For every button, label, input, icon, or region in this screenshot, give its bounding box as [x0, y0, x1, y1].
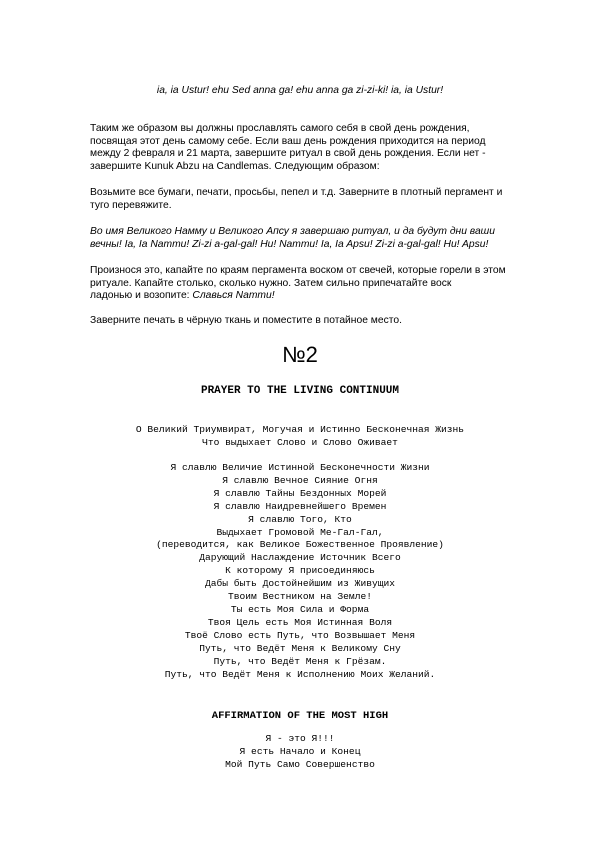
verse-line: Я - это Я!!! [265, 733, 335, 744]
verse-line: Мой Путь Само Совершенство [225, 758, 375, 770]
paragraph-line [90, 290, 520, 303]
verse-line: Выдыхает Громовой Ме-Гал-Гал, [216, 526, 384, 538]
affirmation-stanza [0, 733, 600, 772]
prayer-intro-stanza [0, 424, 600, 450]
emphasis-text: Славься Nammu! [192, 290, 275, 302]
verse-line: Дарующий Наслаждение Источник Всего [199, 552, 401, 564]
verse-line: Я есть Начало и Конец [239, 745, 361, 757]
verse-line: Твоя Цель есть Моя Истинная Воля [207, 616, 393, 628]
paragraph-text: ладонью и возопите: [90, 290, 193, 302]
paragraph-line: Произнося это, капайте по краям пергамента воском от свечей, которые горели в этом [90, 265, 506, 276]
verse-line: (переводится, как Великое Божественное Проявление) [156, 539, 444, 551]
verse-line: Путь, что Ведёт Меня к Исполнению Моих Желаний. [164, 668, 436, 680]
paragraph-line: Таким же образом вы должны прославлять самого себя в свой день рождения, [90, 123, 470, 134]
paragraph-line: вечны! Ia, Ia Nammu! Zi-zi a-gal-gal! Hu! Nammu! Ia, Ia Apsu! Zi-zi a-gal-gal! Hu! Apsu! [90, 238, 489, 250]
prayer-title: PRAYER TO THE LIVING CONTINUUM [200, 385, 400, 397]
paragraph-hide-seal [90, 315, 520, 328]
paragraph-wrap-papers [90, 187, 520, 212]
verse-line: Дабы быть Достойнейшим из Живущих [205, 578, 395, 590]
paragraph-invocation-nammu [90, 226, 520, 251]
paragraph-line: посвящая этот день самому себе. Если ваш день рождения приходится на период [90, 135, 486, 147]
verse-line: Я славлю Тайны Бездонных Морей [213, 487, 387, 499]
verse-line: К которому Я присоединяюсь [225, 565, 375, 577]
paragraph-line: туго перевяжите. [90, 199, 172, 211]
invocation-line: ia, ia Ustur! ehu Sed anna ga! ehu anna ga zi-zi-ki! ia, ia Ustur! [156, 85, 444, 96]
verse-line: Что выдыхает Слово и Слово Оживает [202, 436, 398, 448]
verse-line: Твоё Слово есть Путь, что Возвышает Меня [184, 629, 416, 641]
paragraph-line: Возьмите все бумаги, печати, просьбы, пепел и т.д. Заверните в плотный пергамент и [90, 187, 503, 198]
paragraph-line: между 2 февраля и 21 марта, завершите ритуал в свой день рождения. Если нет - [90, 148, 486, 160]
verse-line: Ты есть Моя Сила и Форма [230, 603, 370, 615]
paragraph-wax-seal [90, 265, 520, 303]
section-number-heading: №2 [282, 342, 318, 367]
verse-line: Я славлю Наидревнейшего Времен [213, 500, 387, 512]
affirmation-title: AFFIRMATION OF THE MOST HIGH [211, 710, 389, 722]
paragraph-line: Заверните печать в чёрную ткань и поместите в потайное место. [90, 315, 402, 326]
verse-line: Путь, что Ведёт Меня к Грёзам. [213, 655, 387, 667]
paragraph-line: ритуале. Капайте столько, сколько нужно. Затем сильно припечатайте воск [90, 277, 452, 289]
paragraph-line: завершите Kunuk Abzu на Candlemas. Следующим образом: [90, 160, 380, 172]
verse-line: О Великий Триумвират, Могучая и Истинно Бесконечная Жизнь [135, 424, 465, 435]
verse-line: Путь, что Ведёт Меня к Великому Сну [199, 642, 401, 654]
paragraph-birthday-instructions [90, 123, 520, 173]
verse-line: Твоим Вестником на Земле! [228, 591, 372, 603]
verse-line: Я славлю Того, Кто [248, 513, 352, 525]
verse-line: Я славлю Вечное Сияние Огня [222, 474, 378, 486]
verse-line: Я славлю Величие Истинной Бесконечности Жизни [170, 462, 430, 473]
paragraph-line: Во имя Великого Намму и Великого Апсу я завершаю ритуал, и да будут дни ваши [90, 226, 495, 237]
prayer-body-stanza [0, 462, 600, 681]
